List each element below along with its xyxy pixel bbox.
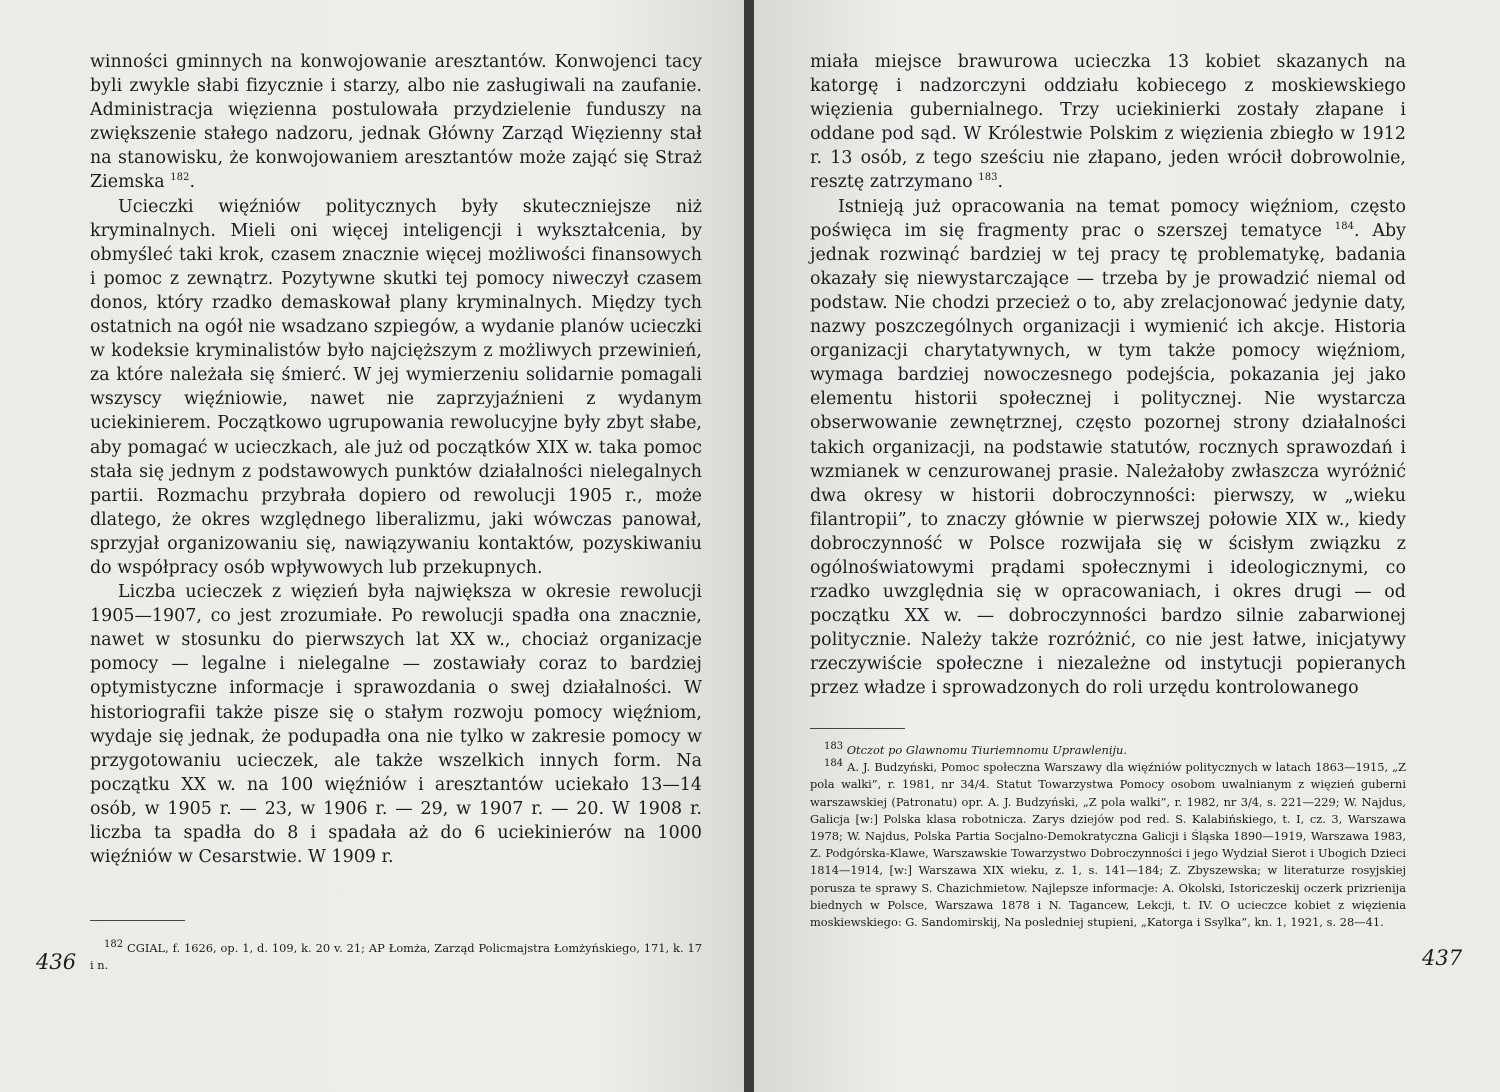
footnote: $^{183}$ Otczot po Glawnomu Tiuriemnomu Uprawleniju. — [824, 741, 1127, 757]
right-page — [754, 0, 1500, 1092]
paragraph: miała miejsce brawurowa ucieczka 13 kobiet skazanych na katorgę i nadzorczyni oddziału kobiecego z moskiewskiego więzienia gubernialnego. Trzy uciekinierki zostały złapane i oddane pod sąd. W Królestwie Polskim z więzienia zbiegło w 1912 r. 13 osób, z tego sześciu nie złapano, jeden wrócił dobrowolnie, resztę zatrzymano $^{183}$. — [810, 52, 1406, 193]
left-body-text — [90, 50, 702, 869]
left-page — [0, 0, 746, 1092]
paragraph: winności gminnych na konwojowanie aresztantów. Konwojenci tacy byli zwykle słabi fizycznie i starzy, albo nie zasługiwali na zaufanie. Administracja więzienna postulowała przydzielenie funduszy na zwiększenie stałego nadzoru, jednak Główny Zarząd Więzienny stał na stanowisku, że konwojowaniem aresztantów może zająć się Straż Ziemska $^{182}$. — [90, 52, 702, 193]
footnote-ref: 182 — [170, 172, 190, 184]
footnotes — [810, 742, 1406, 931]
right-body-text — [810, 50, 1406, 701]
paragraph: Liczba ucieczek z więzień była największa w okresie rewolucji 1905—1907, co jest zrozumiałe. Po rewolucji spadła ona znacznie, nawet w stosunku do pierwszych lat XX w., chociaż organizacje pomocy — legalne i nielegalne — zostawiały coraz to bardziej optymistyczne informacje i sprawozdania o swej działalności. W historiografii także pisze się o stałym rozwoju pomocy więźniom, wydaje się jednak, że podupadła ona nie tylko w zakresie pomocy w przygotowaniu ucieczek, ale także wszelkich innych form. Na początku XX w. na 100 więźniów i aresztantów uciekało 13—14 osób, w 1905 r. — 23, w 1906 r. — 29, w 1907 r. — 20. W 1908 r. liczba ta spadła do 8 i spadała aż do 6 uciekinierów na 1000 więźniów w Cesarstwie. W 1909 r. — [90, 582, 702, 868]
footnote: $^{184}$ A. J. Budzyński, Pomoc społeczna Warszawy dla więźniów politycznych w latach 1863—1915, „Z pola walki”, r. 1981, nr 34/4. Statut Towarzystwa Pomocy osobom uwalnianym z więzień guberni warszawskiej (Patronatu) opr. A. J. Budzyński, „Z pola walki”, r. 1982, nr 3/4, s. 221—229; W. Najdus, Galicja [w:] Polska klasa robotnicza. Zarys dziejów pod red. S. Kalabińskiego, t. I, cz. 3, Warszawa 1978; W. Najdus, Polska Partia Socjalno-Demokratyczna Galicji i Śląska 1890—1919, Warszawa 1983, Z. Podgórska-Klawe, Warszawskie Towarzystwo Dobroczynności i jego Wydział Sierot i Ubogich Dzieci 1814—1914, [w:] Warszawa XIX wieku, z. 1, s. 141—184; Z. Zbyszewska; w literaturze rosyjskiej porusza te sprawy S. Chazichmietow. Najlepsze informacje: A. Okolski, Istoriczeskij oczerk prizrienija biednych w Polsce, Warszawa 1878 i N. Tagancew, Lekcji, t. IV. O ucieczce kobiet z więzienia moskiewskiego: G. Sandomirskij, Na posledniej stupieni, „Katorga i Ssylka”, kn. 1, 1921, s. 28—41. — [810, 758, 1406, 930]
footnote-ref: 184 — [1334, 220, 1355, 232]
footnote-rule — [810, 728, 905, 729]
paragraph: Ucieczki więźniów politycznych były skuteczniejsze niż kryminalnych. Mieli oni więcej inteligencji i wykształcenia, by obmyśleć taki krok, czasem znacznie więcej możliwości finansowych i pomoc z zewnątrz. Pozytywne skutki tej pomocy niweczył czasem donos, który rzadko demaskował plany kryminalnych. Między tych ostatnich na ogół nie wsadzano szpiegów, a wydanie planów ucieczki w kodeksie kryminalistów było najcięższym z możliwych przewinień, za które należała się śmierć. W jej wymierzeniu solidarnie pomagali wszyscy więźniowie, nawet nie zaprzyjaźnieni z wydanym uciekinierem. Początkowo ugrupowania rewolucyjne były zbyt słabe, aby pomagać w ucieczkach, ale już od początków XIX w. taka pomoc stała się jednym z podstawowych punktów działalności nielegalnych partii. Rozmachu przybrała dopiero od rewolucji 1905 r., może dlatego, że okres względnego liberalizmu, jaki wówczas panował, sprzyjał organizowaniu się, nawiązywaniu kontaktów, pozyskiwaniu do współpracy osób wpływowych lub przekupnych. — [90, 196, 702, 578]
footnote: $^{182}$ CGIAL, f. 1626, op. 1, d. 109, k. 20 v. 21; AP Łomża, Zarząd Policmajstra Łomżyńskiego, 171, k. 17 i n. — [90, 939, 702, 973]
footnote-ref: 183 — [978, 172, 998, 184]
page-number: 436 — [36, 950, 77, 974]
page-number: 437 — [1422, 946, 1463, 970]
footnotes — [90, 940, 702, 974]
footnote-rule — [90, 920, 185, 921]
paragraph: Istnieją już opracowania na temat pomocy więźniom, często poświęca im się fragmenty prac o szerszej tematyce $^{184}$. Aby jednak rozwinąć bardziej w tej pracy tę problematykę, badania okazały się niewystarczające — trzeba by je prowadzić niemal od podstaw. Nie chodzi przecież o to, aby zrelacjonować jedynie daty, nazwy poszczególnych organizacji i wymienić ich akcje. Historia organizacji charytatywnych, w tym także pomocy więźniom, wymaga bardziej nowoczesnego podejścia, pokazania jej jako elementu historii społecznej i politycznej. Nie wystarcza obserwowanie zewnętrznej, często pozornej strony działalności takich organizacji, na podstawie statutów, rocznych sprawozdań i wzmianek w cenzurowanej prasie. Należałoby zwłaszcza wyróżnić dwa okresy w historii dobroczynności: pierwszy, w „wieku filantropii”, to znaczy głównie w pierwszej połowie XIX w., kiedy dobroczynność w Polsce rozwijała się w ścisłym związku z ogólnoświatowymi prądami społecznymi i ideologicznymi, co rzadko uwzględnia się w opracowaniach, i okres drugi — od początku XX w. — dobroczynności bardzo silnie zabarwionej politycznie. Należy także rozróżnić, co nie jest łatwe, inicjatywy rzeczywiście społeczne i niezależne od instytucji popieranych przez władze i sprowadzonych do roli urzędu kontrolowanego — [810, 196, 1407, 699]
